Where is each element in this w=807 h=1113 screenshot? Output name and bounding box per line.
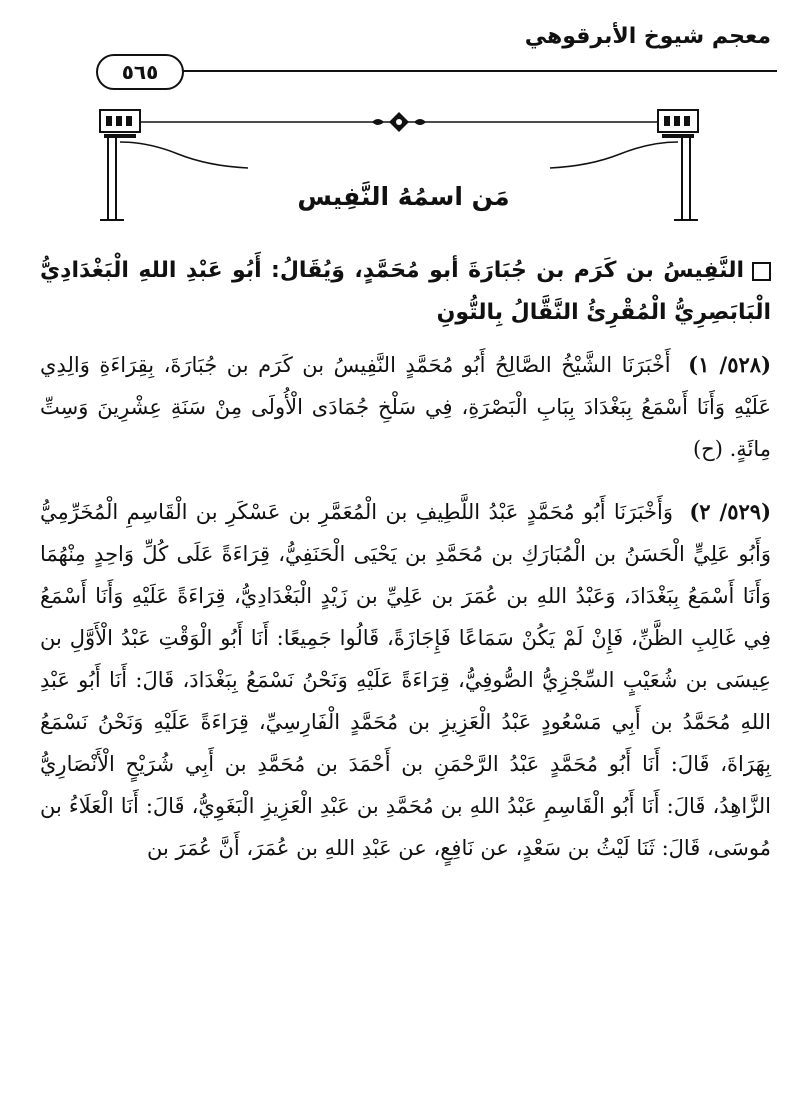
section-title: مَن اسمُهُ النَّفِيس — [297, 182, 510, 211]
square-bullet-icon — [752, 262, 771, 281]
page-header — [34, 18, 777, 88]
hadith-text: وَأَخْبَرَنَا أَبُو مُحَمَّدٍ عَبْدُ اللَّطِيفِ بن الْمُعَمَّرِ بن عَسْكَرِ بن الْقَاسِمِ الْمُخَرِّمِيُّ وَأَبُو عَلِيٍّ الْحَسَنُ بن الْمُبَارَكِ بن مُحَمَّدِ بن يَحْيَى الْحَنَفِيُّ، قِرَاءَةً عَلَى كُلِّ وَاحِدٍ مِنْهُمَا وَأَنَا أَسْمَعُ بِبَغْدَادَ، وَعَبْدُ اللهِ بن عُمَرَ بن عَلِيِّ بن زَيْدٍ الْبَغْدَادِيُّ، قِرَاءَةً عَلَيْهِ وَأَنَا أَسْمَعُ فِي غَالِبِ الظَّنِّ، فَإِنْ لَمْ يَكُنْ سَمَاعًا فَإِجَازَةً، قَالُوا جَمِيعًا: أَنَا أَبُو الْوَقْتِ عَبْدُ الْأَوَّلِ بن عِيسَى بن شُعَيْبٍ السِّجْزِيُّ الصُّوفِيُّ، قِرَاءَةً عَلَيْهِ وَنَحْنُ نَسْمَعُ بِبَغْدَادَ، قَالَ: أَنَا أَبُو عَبْدِ اللهِ مُحَمَّدُ بن أَبِي مَسْعُودٍ عَبْدُ الْعَزِيزِ بن مُحَمَّدٍ الْفَارِسِيِّ، قِرَاءَةً عَلَيْهِ وَنَحْنُ نَسْمَعُ بِهَرَاةَ، قَالَ: أَنَا أَبُو مُحَمَّدٍ عَبْدُ الرَّحْمَنِ بن أَحْمَدَ بن مُحَمَّدِ بن أَبِي شُرَيْحٍ الْأَنْصَارِيُّ الزَّاهِدُ، قَالَ: أَنَا أَبُو الْقَاسِمِ عَبْدُ اللهِ بن مُحَمَّدِ بن عَبْدِ الْعَزِيزِ الْبَغَوِيُّ، قَالَ: أَنَا الْعَلَاءُ بن مُوسَى، قَالَ: ثَنَا لَيْثُ بن سَعْدٍ، عن نَافِعٍ، عن عَبْدِ اللهِ بن عُمَرَ، أَنَّ عُمَرَ بن — [40, 500, 771, 860]
book-title: معجم شيوخ الأبرقوهي — [524, 24, 771, 49]
hadith-reference-number: (٥٢٩/ ٢) — [689, 499, 771, 524]
entry-heading-text: النَّفِيسُ بن كَرَم بن جُبَارَةَ أبو مُحَمَّدٍ، وَيُقَالُ: أَبُو عَبْدِ اللهِ الْبَغْدَادِيُّ الْبَابَصِرِيُّ الْمُقْرِئُ النَّقَّالُ بِالتُّونِ — [40, 258, 771, 325]
ornament-center-motif — [372, 112, 426, 132]
hadith-text: أَخْبَرَنَا الشَّيْخُ الصَّالِحُ أَبُو مُحَمَّدٍ النَّفِيسُ بن كَرَم بن جُبَارَةَ، بِقِرَاءَةِ وَالِدِي عَلَيْهِ وَأَنَا أَسْمَعُ بِبَغْدَادَ بِبَابِ الْبَصْرَةِ، فِي سَلْخِ جُمَادَى الْأُولَى مِنْ سَنَةِ عِشْرِينَ وَسِتِّ مِائَةٍ. (ح) — [40, 353, 771, 461]
header-rule — [174, 70, 777, 72]
page-number: ٥٦٥ — [96, 54, 184, 90]
hadith-paragraph — [40, 344, 771, 470]
page-body — [40, 250, 771, 890]
entry-heading — [40, 250, 771, 334]
hadith-paragraph — [40, 491, 771, 869]
hadith-reference-number: (٥٢٨/ ١) — [688, 352, 771, 377]
